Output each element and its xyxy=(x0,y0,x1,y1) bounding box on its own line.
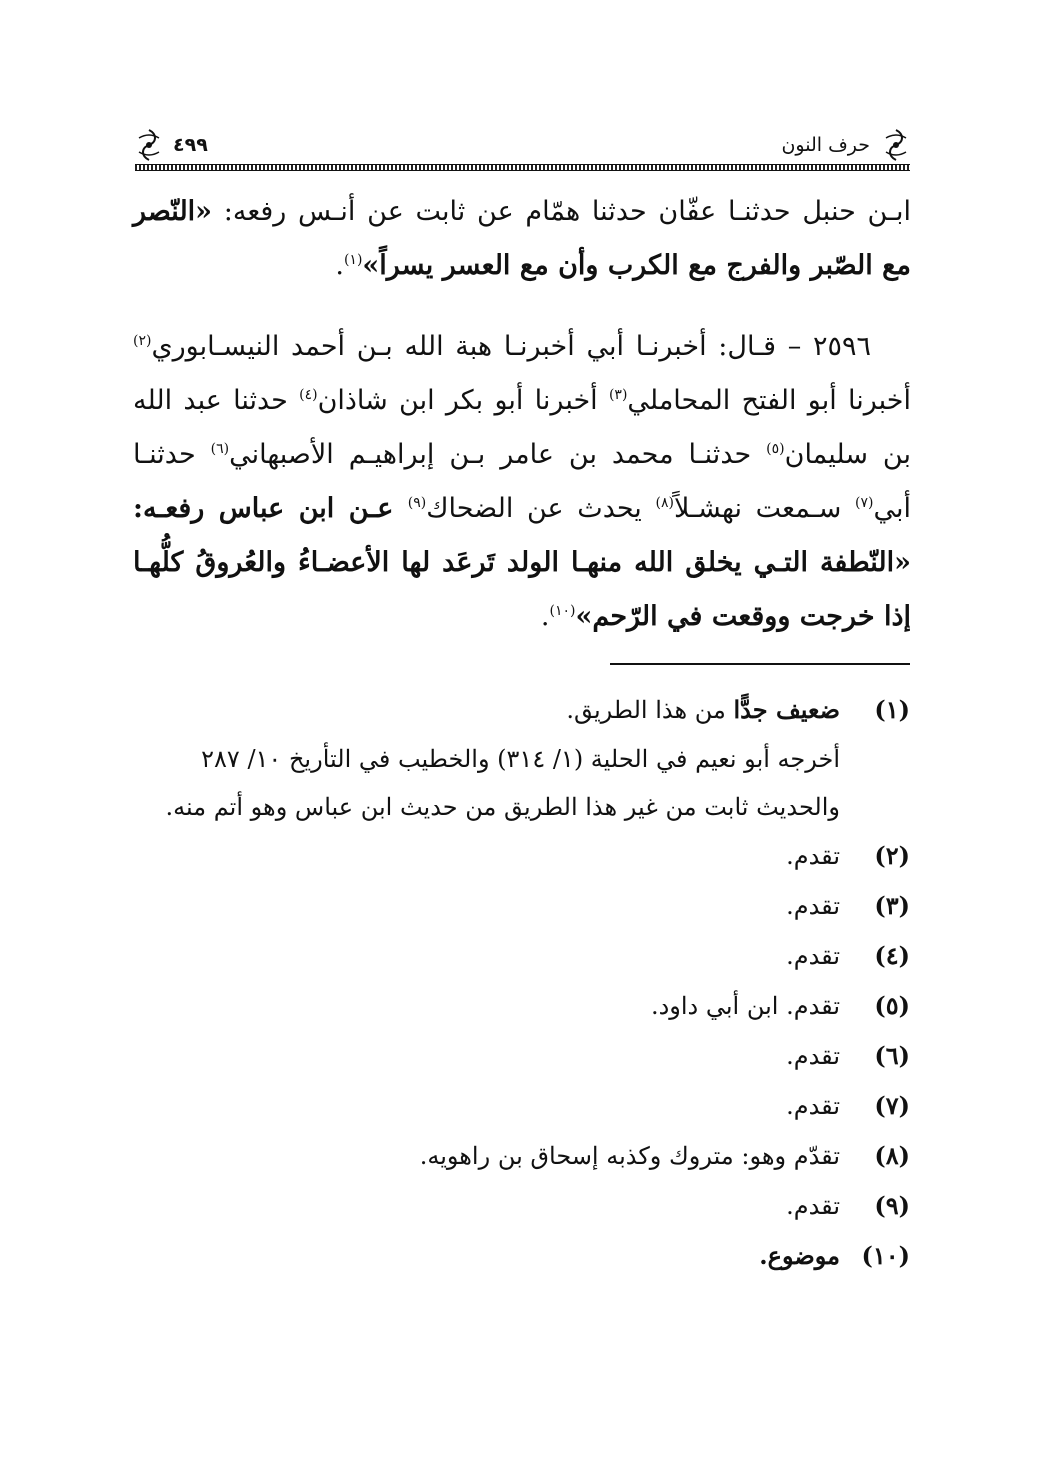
footnote-number: (٩) xyxy=(874,1191,910,1220)
footnote-number: (٧) xyxy=(874,1091,910,1120)
header-chapter-title: حرف النون xyxy=(781,134,870,156)
footnote-plain-text: من هذا الطريق. xyxy=(566,696,734,724)
ornament-left-icon xyxy=(135,128,163,162)
footnote-text: تقدم. xyxy=(786,1042,840,1070)
footnote-ref-7: (٧) xyxy=(855,495,874,511)
page-header xyxy=(135,128,910,174)
p1-text: ابـن حنبل حدثنـا عفّان حدثنا همّام عن ثابت عن أنـس رفعه: xyxy=(212,196,911,227)
footnote-1-line-3: والحديث ثابت من غير هذا الطريق من حديث ابن عباس وهو أتم منه. xyxy=(165,793,840,821)
footnote-text: تقدّم وهو: متروك وكذبه إسحاق بن راهويه. xyxy=(419,1142,840,1170)
footnote-ref-1: (١) xyxy=(343,252,363,268)
footnote-ref-2: (٢) xyxy=(133,333,152,349)
header-page-number: ٤٩٩ xyxy=(173,134,208,156)
footnote-1 xyxy=(130,685,910,735)
footnote-7 xyxy=(130,1081,910,1131)
p2-text-h: يحدث عن الضحاك xyxy=(426,493,656,524)
footnote-number: (٥) xyxy=(874,991,910,1020)
footnote-10 xyxy=(130,1231,910,1281)
paragraph-1 xyxy=(133,185,911,293)
p2-text-e: حدثنـا محمد بن عامر بـن إبراهيـم الأصبهاني xyxy=(229,439,767,470)
footnote-text: تقدم. xyxy=(786,942,840,970)
p2-text-b: أخبرنا أبو الفتح المحاملي xyxy=(627,385,911,416)
footnote-text: تقدم. xyxy=(786,842,840,870)
footnote-number: (٣) xyxy=(874,891,910,920)
footnote-ref-10: (١٠) xyxy=(549,603,576,619)
p2-text-c: أخبرنا أبو بكر ابن شاذان xyxy=(317,385,609,416)
footnote-ref-8: (٨) xyxy=(655,495,674,511)
footnote-number: (٢) xyxy=(874,841,910,870)
footnote-text: موضوع. xyxy=(759,1241,840,1270)
p2-hadith-text: «النّطفة التـي يخلق الله منهـا الولد تَرعَد لها الأعضـاءُ والعُروقُ كلُّهـا إذا خرجت ووقعت في الرّحم» xyxy=(133,547,911,632)
footnote-separator xyxy=(610,663,910,665)
footnote-6 xyxy=(130,1031,910,1081)
footnote-number: (٤) xyxy=(874,941,910,970)
header-rule xyxy=(135,164,910,171)
footnote-text xyxy=(130,685,840,735)
p1-end: . xyxy=(335,250,344,281)
p2-text-g: سـمعت نهشـلاً xyxy=(673,493,856,524)
p2-text-a: ٢٥٩٦ – قـال: أخبرنـا أبي أخبرنـا هبة الله بـن أحمد النيسـابوري xyxy=(151,331,871,362)
footnote-ref-9: (٩) xyxy=(407,495,427,511)
footnote-number: (٦) xyxy=(874,1041,910,1070)
footnote-ref-3: (٣) xyxy=(608,387,628,403)
footnote-text: تقدم. ابن أبي داود. xyxy=(650,992,840,1020)
footnotes xyxy=(130,685,910,1281)
footnote-ref-5: (٥) xyxy=(766,441,785,457)
p2-text-f: حدثنـا أبي xyxy=(133,439,912,524)
footnote-number: (١٠) xyxy=(861,1241,910,1270)
p1-hadith-text: «النّصر مع الصّبر والفرج مع الكرب وأن مع العسر يسراً» xyxy=(133,196,911,281)
footnote-9 xyxy=(130,1181,910,1231)
footnote-1-line-2: أخرجه أبو نعيم في الحلية (١/ ٣١٤) والخطيب في التأريخ ١٠/ ٢٨٧ xyxy=(201,745,840,773)
footnote-text: تقدم. xyxy=(786,1192,840,1220)
footnote-ref-6: (٦) xyxy=(210,441,230,457)
footnote-ref-4: (٤) xyxy=(299,387,318,403)
footnote-4 xyxy=(130,931,910,981)
p2-text-i: عـن ابن عباس رفعـه: xyxy=(133,493,408,524)
p2-text-d: حدثنا عبد الله بن سليمان xyxy=(133,385,911,470)
footnote-3 xyxy=(130,881,910,931)
footnote-number: (٨) xyxy=(874,1141,910,1170)
footnote-number: (١) xyxy=(874,695,910,724)
footnote-5 xyxy=(130,981,910,1031)
ornament-right-icon xyxy=(882,128,910,162)
footnote-bold-text: ضعيف جدًّا xyxy=(733,695,840,724)
footnote-text: تقدم. xyxy=(786,892,840,920)
footnote-text: تقدم. xyxy=(786,1092,840,1120)
footnote-2 xyxy=(130,831,910,881)
paragraph-2596 xyxy=(133,320,911,644)
footnote-8 xyxy=(130,1131,910,1181)
p2-end: . xyxy=(540,601,550,632)
